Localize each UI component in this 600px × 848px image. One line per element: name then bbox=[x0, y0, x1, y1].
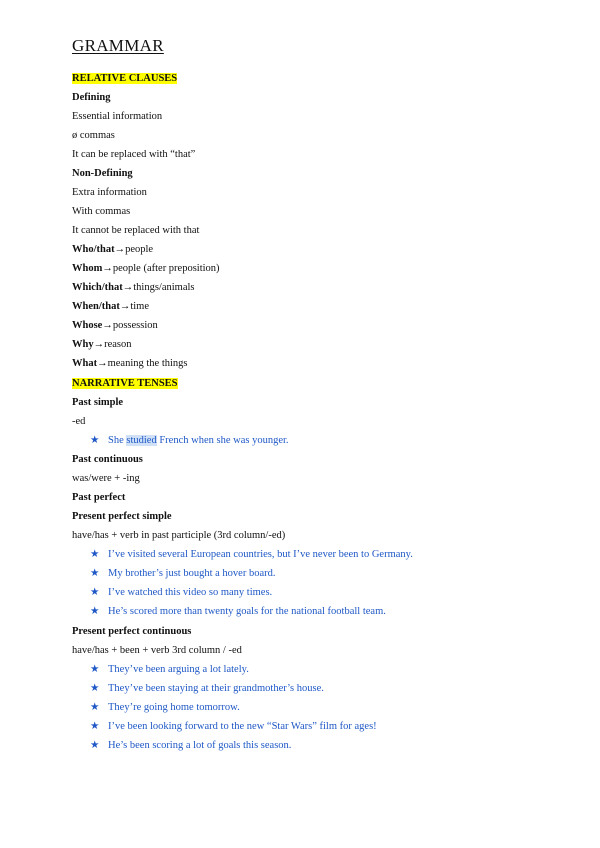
pronoun-row bbox=[72, 338, 132, 351]
pronoun-meaning: reason bbox=[104, 339, 132, 350]
pronoun-row bbox=[72, 281, 195, 294]
pronoun-row bbox=[72, 300, 149, 313]
pronoun-term: Which/that bbox=[72, 282, 123, 293]
text-line: With commas bbox=[72, 206, 131, 217]
subheading-past-continuous: Past continuous bbox=[72, 454, 143, 465]
star-bullet-icon: ★ bbox=[90, 549, 100, 560]
example-bullet bbox=[90, 739, 291, 752]
example-text-start: She bbox=[108, 435, 127, 446]
pronoun-meaning: people (after preposition) bbox=[112, 263, 220, 274]
star-bullet-icon: ★ bbox=[90, 683, 100, 694]
example-text-end: French when she was younger. bbox=[156, 435, 289, 446]
example-bullet bbox=[90, 663, 249, 676]
example-text: I’ve been looking forward to the new “Star Wars” film for ages! bbox=[108, 721, 377, 732]
arrow-icon: → bbox=[102, 320, 113, 331]
pronoun-row bbox=[72, 243, 153, 256]
example-bullet bbox=[90, 586, 272, 599]
arrow-icon: → bbox=[97, 358, 108, 369]
example-text: He’s been scoring a lot of goals this season. bbox=[108, 740, 292, 751]
selected-word[interactable]: studied bbox=[126, 435, 157, 446]
text-line: It can be replaced with “that” bbox=[72, 149, 196, 160]
star-bullet-icon: ★ bbox=[90, 721, 100, 732]
page-title: GRAMMAR bbox=[72, 36, 164, 55]
example-text: They’ve been staying at their grandmother’s house. bbox=[108, 683, 324, 694]
pronoun-row bbox=[72, 357, 188, 370]
pronoun-term: Whom bbox=[72, 263, 103, 274]
subheading-past-perfect: Past perfect bbox=[72, 492, 126, 503]
section-heading-relative-clauses bbox=[72, 72, 177, 85]
pronoun-meaning: people bbox=[125, 244, 154, 255]
star-bullet-icon: ★ bbox=[90, 606, 100, 617]
text-line: -ed bbox=[72, 416, 86, 427]
text-line: have/has + verb in past participle (3rd column/-ed) bbox=[72, 530, 286, 541]
pronoun-row bbox=[72, 319, 158, 332]
example-bullet bbox=[90, 567, 276, 580]
example-bullet bbox=[90, 605, 386, 618]
subheading-defining: Defining bbox=[72, 92, 111, 103]
pronoun-term: When/that bbox=[72, 301, 120, 312]
text-line: Extra information bbox=[72, 187, 147, 198]
star-bullet-icon: ★ bbox=[90, 568, 100, 579]
text-line: was/were + -ing bbox=[72, 473, 140, 484]
text-line: ø commas bbox=[72, 130, 115, 141]
star-bullet-icon: ★ bbox=[90, 702, 100, 713]
pronoun-meaning: meaning the things bbox=[107, 358, 188, 369]
text-line: have/has + been + verb 3rd column / -ed bbox=[72, 645, 242, 656]
arrow-icon: → bbox=[122, 282, 134, 293]
example-bullet bbox=[90, 720, 377, 733]
example-text: I’ve visited several European countries, but I’ve never been to Germany. bbox=[108, 549, 413, 560]
highlighted-heading: NARRATIVE TENSES bbox=[72, 378, 178, 389]
star-bullet-icon: ★ bbox=[90, 587, 100, 598]
example-text: He’s scored more than twenty goals for the national football team. bbox=[108, 606, 386, 617]
pronoun-meaning: possession bbox=[112, 320, 158, 331]
example-bullet bbox=[90, 682, 324, 695]
pronoun-term: What bbox=[72, 358, 98, 369]
text-line: It cannot be replaced with that bbox=[72, 225, 200, 236]
pronoun-term: Why bbox=[72, 339, 94, 350]
star-bullet-icon: ★ bbox=[90, 740, 100, 751]
example-text: They’ve been arguing a lot lately. bbox=[108, 664, 249, 675]
star-bullet-icon: ★ bbox=[90, 435, 100, 446]
subheading-present-perfect-simple: Present perfect simple bbox=[72, 511, 172, 522]
arrow-icon: → bbox=[102, 263, 113, 274]
subheading-present-perfect-continuous: Present perfect continuous bbox=[72, 626, 192, 637]
pronoun-row bbox=[72, 262, 220, 275]
example-bullet bbox=[90, 434, 289, 447]
subheading-non-defining: Non-Defining bbox=[72, 168, 133, 179]
star-bullet-icon: ★ bbox=[90, 664, 100, 675]
pronoun-meaning: time bbox=[130, 301, 150, 312]
pronoun-term: Who/that bbox=[72, 244, 115, 255]
arrow-icon: → bbox=[93, 339, 105, 350]
example-bullet bbox=[90, 701, 240, 714]
example-bullet bbox=[90, 548, 413, 561]
example-text: My brother’s just bought a hover board. bbox=[108, 568, 276, 579]
arrow-icon: → bbox=[114, 244, 126, 255]
highlighted-heading: RELATIVE CLAUSES bbox=[72, 73, 178, 84]
example-text: They’re going home tomorrow. bbox=[108, 702, 240, 713]
example-text: I’ve watched this video so many times. bbox=[108, 587, 273, 598]
arrow-icon: → bbox=[119, 301, 131, 312]
pronoun-meaning: things/animals bbox=[133, 282, 195, 293]
section-heading-narrative-tenses bbox=[72, 377, 178, 390]
text-line: Essential information bbox=[72, 111, 163, 122]
subheading-past-simple: Past simple bbox=[72, 397, 124, 408]
pronoun-term: Whose bbox=[72, 320, 103, 331]
